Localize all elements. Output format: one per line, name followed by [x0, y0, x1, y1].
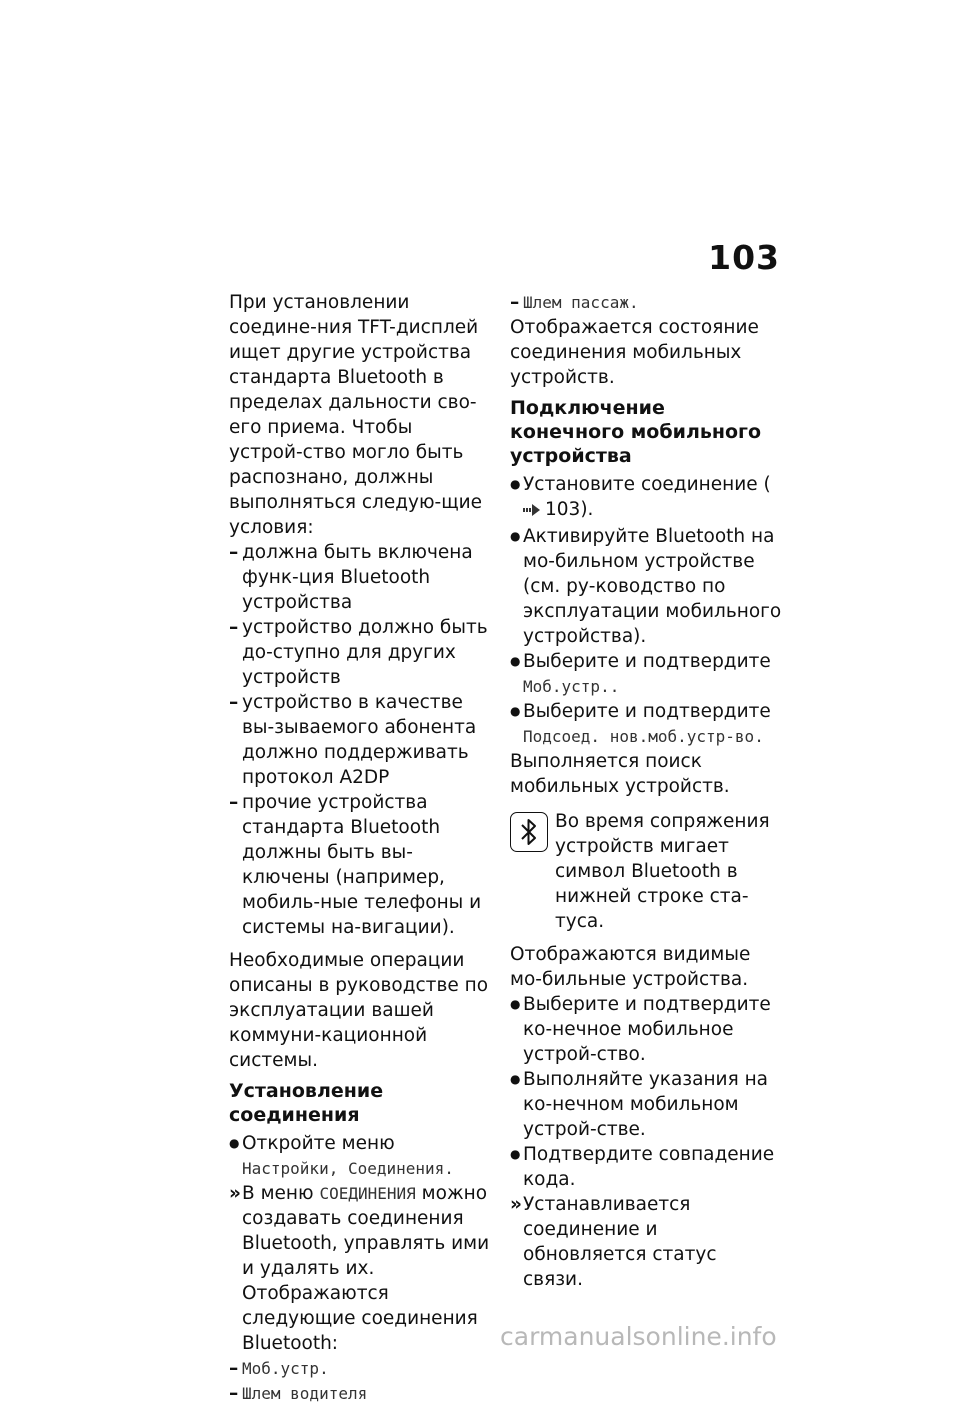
step-item: ● Выполняйте указания на ко-нечном мобильном устрой-стве.	[510, 1069, 769, 1140]
step-item: ● Откройте меню Настройки, Соединения.	[229, 1131, 491, 1181]
arrow-right-icon	[523, 499, 541, 524]
step-item: ● Подтвердите совпадение кода.	[510, 1144, 775, 1190]
menu-path: Настройки, Соединения.	[242, 1159, 454, 1178]
bullet-icon: ●	[510, 477, 521, 491]
condition-item: – прочие устройства стандарта Bluetooth должны быть вы-ключены (например, мобиль-ные телефоны и системы на-вигации).	[229, 792, 482, 938]
page-number: 103	[708, 238, 780, 277]
status-note: Отображается состояние соединения мобильных устройств.	[510, 317, 759, 388]
connection-item: – Шлем пассаж.	[510, 292, 639, 313]
bullet-icon: ●	[510, 529, 521, 543]
result-arrow-icon: »	[229, 1183, 241, 1204]
search-note: Выполняется поиск мобильных устройств.	[510, 751, 730, 797]
menu-item: Моб.устр..	[523, 677, 620, 696]
menu-name: СОЕДИНЕНИЯ	[319, 1184, 416, 1203]
section-title-pairing: Подключение конечного мобильного устройства	[510, 397, 762, 467]
intro-paragraph: При установлении соедине-ния TFT-дисплей ищет другие устройства стандарта Bluetooth в пределах дальности сво-его приема. Чтобы устрой-ство могло быть распознано, должны выполняться следую-щие условия:	[229, 292, 483, 538]
section-title-connection: Установление соединения	[229, 1080, 384, 1126]
page-reference[interactable]: 103	[545, 499, 581, 520]
bullet-icon: ●	[510, 997, 521, 1011]
watermark: carmanualsonline.info	[500, 1322, 777, 1351]
right-column	[510, 290, 782, 1292]
visible-devices-note: Отображаются видимые мо-бильные устройства.	[510, 944, 751, 990]
step-item: ● Выберите и подтвердите Подсоед. нов.моб.устр-во.	[510, 699, 782, 749]
left-column	[229, 290, 491, 1406]
condition-item: – должна быть включена функ-ция Bluetooth устройства	[229, 542, 473, 613]
bullet-icon: ●	[510, 654, 521, 668]
step-item: ● Выберите и подтвердите ко-нечное мобильное устрой-ство.	[510, 994, 771, 1065]
result-arrow-icon: »	[510, 1194, 522, 1215]
bullet-icon: ●	[229, 1136, 240, 1150]
condition-item: – устройство в качестве вы-зываемого абонента должно поддерживать протокол A2DP	[229, 692, 477, 788]
operations-note: Необходимые операции описаны в руководстве по эксплуатации вашей коммуни-кационной системы.	[229, 950, 489, 1071]
bullet-icon: ●	[510, 1147, 521, 1161]
result-item: » В меню СОЕДИНЕНИЯ можно создавать соединения Bluetooth, управлять ими и удалять их. Отображаются следующие соединения Bluetooth:	[229, 1183, 490, 1354]
bullet-icon: ●	[510, 704, 521, 718]
step-item: ● Установите соединение (103).	[510, 472, 782, 524]
bluetooth-note: Во время сопряжения устройств мигает символ Bluetooth в нижней строке ста-туса.	[510, 809, 782, 934]
menu-item: Подсоед. нов.моб.устр-во.	[523, 727, 764, 746]
result-item: » Устанавливается соединение и обновляется статус связи.	[510, 1194, 717, 1290]
condition-item: – устройство должно быть до-ступно для других устройств	[229, 617, 488, 688]
bullet-icon: ●	[510, 1072, 521, 1086]
step-item: ● Выберите и подтвердите Моб.устр..	[510, 649, 782, 699]
step-item: ● Активируйте Bluetooth на мо-бильном устройстве (см. ру-ководство по эксплуатации мобильного устройства).	[510, 526, 782, 647]
bluetooth-icon	[510, 812, 548, 852]
connection-item: – Шлем водителя	[229, 1383, 368, 1404]
connection-item: – Моб.устр.	[229, 1358, 329, 1379]
